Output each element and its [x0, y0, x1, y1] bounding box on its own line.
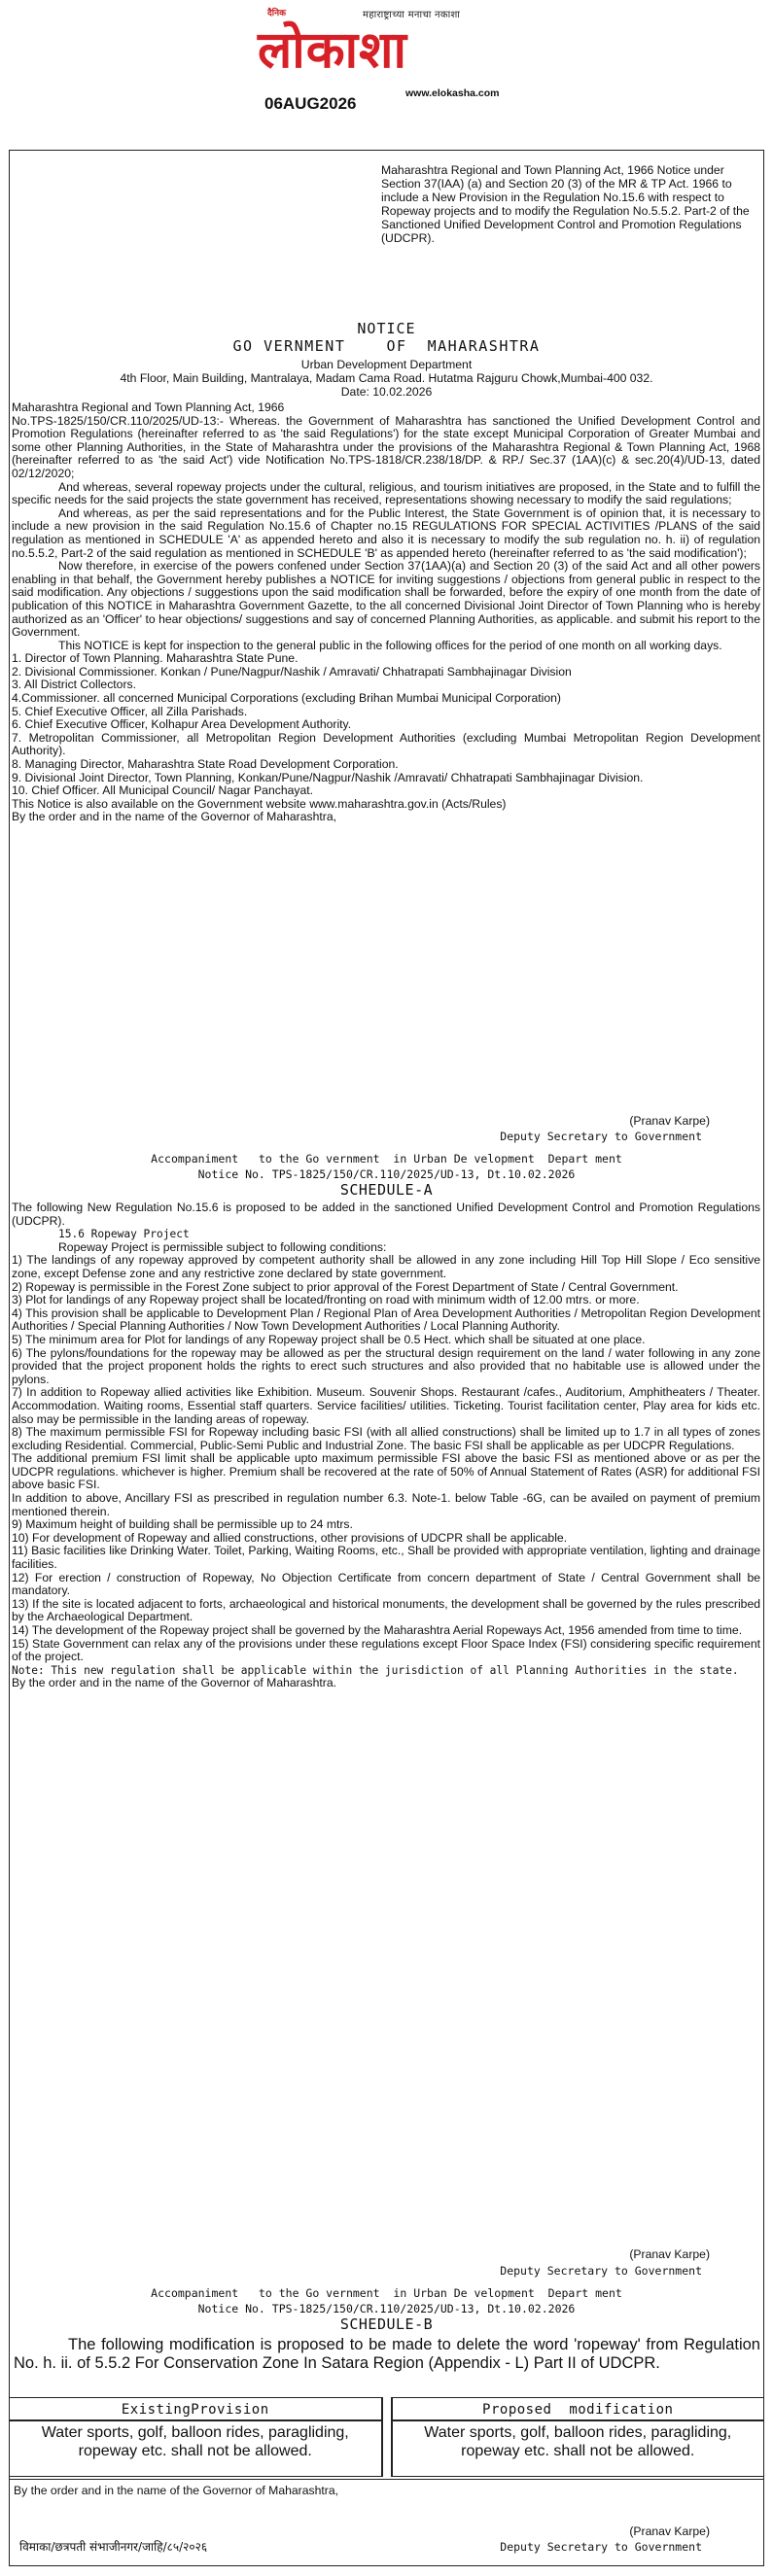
schedule-a-body	[12, 1201, 760, 1690]
office-item: 5. Chief Executive Officer, all Zilla Parishads.	[12, 704, 248, 718]
accompaniment-line-2: Notice No. TPS-1825/150/CR.110/2025/UD-13, Dt.10.02.2026	[197, 1167, 576, 1181]
condition-item: 10) For development of Ropeway and allied constructions, other provisions of UDCPR shall be applicable.	[12, 1530, 568, 1545]
table-gap	[382, 2420, 392, 2477]
schedule-a-by-order: By the order and in the name of the Governor of Maharashtra.	[12, 1676, 336, 1690]
brand-slogan: महाराष्ट्राच्या मनाचा नकाशा	[363, 10, 461, 20]
schedule-b-heading: SCHEDULE-B	[339, 2315, 434, 2333]
proposed-modification-cell: Water sports, golf, balloon rides, paragliding, ropeway etc. shall not be allowed.	[392, 2420, 765, 2477]
by-order-line: By the order and in the name of the Governor of Maharashtra,	[12, 810, 336, 824]
condition-item: 1) The landings of any ropeway approved by competent authority shall be allowed in any zone including Hill Top Hill Slope / Eco sensitive zone, except Defense zone and any restrictive zone declared by state government.	[12, 1253, 760, 1280]
signature-name: (Pranav Karpe)	[629, 1114, 710, 1128]
condition-item: In addition to above, Ancillary FSI as prescribed in regulation number 6.3. Note-1. below Table -6G, can be availed on payment of premium mentioned therein.	[12, 1491, 760, 1518]
office-list	[12, 652, 760, 798]
condition-item: 9) Maximum height of building shall be permissible up to 24 mtrs.	[12, 1517, 353, 1532]
signature-name: (Pranav Karpe)	[629, 2524, 710, 2538]
office-item: 8. Managing Director, Maharashtra State Road Development Corporation.	[12, 757, 399, 772]
act-line: Maharashtra Regional and Town Planning Act, 1966	[12, 400, 285, 414]
condition-item: 13) If the site is located adjacent to forts, archaeological and historical monuments, the development shall be governed by the rules prescribed by the Archaeological Department.	[12, 1596, 760, 1624]
condition-item: 2) Ropeway is permissible in the Forest Zone subject to prior approval of the Forest Department of State / Central Government.	[12, 1279, 679, 1294]
office-item: 1. Director of Town Planning. Maharashtra State Pune.	[12, 651, 299, 666]
condition-item: 8) The maximum permissible FSI for Ropeway including basic FSI (with all allied constructions) shall be limited up to 1.7 in all types of zones excluding Residential. Commercial, Public-Semi Public and Industrial Zone. The basic FSI shall be applicable as per UDCPR Regulations.	[12, 1425, 760, 1452]
signature-name: (Pranav Karpe)	[629, 2247, 710, 2261]
schedule-a-lead: Ropeway Project is permissible subject to following conditions:	[58, 1239, 387, 1254]
body-paragraph-2: And whereas, several ropeway projects under the cultural, religious, and tourism initiatives are proposed, in the State and to fulfill the specific needs for the said projects the state government has received, representations showing necessary to modify the said regulations;	[12, 479, 760, 507]
department-line: Urban Development Department	[300, 358, 473, 371]
schedule-b-text: The following modification is proposed to be made to delete the word 'ropeway' from Regulation No. h. ii. of 5.5.2 For Conservation Zone In Satara Region (Appendix - L) Part II of UDCPR.	[14, 2336, 760, 2372]
body-paragraph-4: Now therefore, in exercise of the powers confened under Section 37(1AA)(a) and Section 20 (3) of the said Act and all other powers enabling in that behalf, the Government hereby publishes a NOTICE for inviting suggestions / objections from general public in respect to the said modification. Any objections / suggestions upon the said modification shall be forwarded, before the expiry of one month from the date of publication of this NOTICE in Maharashtra Government Gazette, to the all concerned Divisional Joint Director of Town Planning who is hereby authorized as an 'Officer' to hear objections/ suggestions and say of concerned Planning Authorities, as applicable. and submit his report to the Government.	[12, 559, 760, 640]
website-line: This Notice is also available on the Government website www.maharashtra.gov.in (Acts/Rules)	[12, 796, 507, 811]
table-header-proposed: Proposed modification	[392, 2397, 765, 2420]
table-header-row	[9, 2397, 764, 2420]
office-item: 2. Divisional Commissioner. Konkan / Pune/Nagpur/Nashik / Amravati/ Chhatrapati Sambhajinagar Division	[12, 664, 572, 679]
footer-by-order: By the order and in the name of the Governor of Maharashtra,	[14, 2484, 338, 2497]
accompaniment-line-1: Accompaniment to the Go vernment in Urban De velopment Depart ment	[151, 2286, 622, 2300]
masthead	[0, 0, 773, 136]
signature-title: Deputy Secretary to Government	[500, 2540, 702, 2554]
accompaniment-line-2: Notice No. TPS-1825/150/CR.110/2025/UD-13, Dt.10.02.2026	[197, 2302, 576, 2315]
table-row	[9, 2420, 764, 2477]
notice-body	[12, 401, 760, 824]
existing-provision-cell: Water sports, golf, balloon rides, paragliding, ropeway etc. shall not be allowed.	[9, 2420, 382, 2477]
signature-title: Deputy Secretary to Government	[500, 2264, 702, 2278]
footer-divider	[9, 2479, 764, 2480]
brand-tag: दैनिक	[267, 9, 287, 18]
government-title: GO VERNMENT OF MAHARASHTRA	[232, 337, 541, 355]
schedule-a-heading: SCHEDULE-A	[339, 1181, 434, 1199]
schedule-a-intro: The following New Regulation No.15.6 is proposed to be added in the sanctioned Unified Development Control and Promotion Regulations (UDCPR).	[12, 1201, 760, 1228]
body-paragraph-1: No.TPS-1825/150/CR.110/2025/UD-13:- Whereas. the Government of Maharashtra has sanctioned the Unified Development Control and Promotion Regulations (hereinafter referred to as 'the said Regulations') for the state except Municipal Corporation of Greater Mumbai and some other Planning Authorities, in the State of Maharashtra under the provisions of the Maharashtra Regional & Town Planning Act, 1968 (hereinafter referred to as 'the said Act') vide Notification No.TPS-1818/CR.238/18/DP. & RP./ Sec.37 (1AA)(c) & sec.20(4)/UD-13, dated 02/12/2020;	[12, 413, 760, 480]
office-item: 6. Chief Executive Officer, Kolhapur Area Development Authority.	[12, 717, 352, 732]
body-paragraph-3: And whereas, as per the said representations and for the Public Interest, the State Government is of opinion that, it is necessary to include a new provision in the said Regulation No.15.6 of Chapter no.15 REGULATIONS FOR SPECIAL ACTIVITIES /PLANS of the said regulation as mentioned in SCHEDULE 'A' as appended hereto and also it is necessary to modify the sub regulation no. h. ii) of regulation no.5.5.2, Part-2 of the said regulation as mentioned in SCHEDULE 'B' as appended hereto (hereinafter referred to as 'the said modification');	[12, 505, 760, 560]
condition-item: 11) Basic facilities like Drinking Water. Toilet, Parking, Waiting Rooms, etc., Shall be provided with appropriate ventilation, lighting and drainage facilities.	[12, 1544, 760, 1572]
office-item: 3. All District Collectors.	[12, 678, 136, 692]
condition-item: 15) State Government can relax any of the provisions under these regulations except Floor Space Index (FSI) considering specific requirement of the project.	[12, 1636, 760, 1664]
address-line: 4th Floor, Main Building, Mantralaya, Madam Cama Road. Hutatma Rajguru Chowk,Mumbai-400 032.	[120, 371, 653, 385]
condition-item: 3) Plot for landings of any Ropeway project shall be located/fronting on road with minimum width of 12.00 mtrs. or more.	[12, 1293, 640, 1307]
table-header-existing: ExistingProvision	[9, 2397, 382, 2420]
brand-url[interactable]: www.elokasha.com	[405, 87, 500, 99]
office-item: 4.Commissioner. all concerned Municipal Corporations (excluding Brihan Mumbai Municipal Corporation)	[12, 691, 561, 706]
brand-logo	[248, 4, 540, 99]
condition-item: 6) The pylons/foundations for the ropeway may be allowed as per the structural design requirement on the land / water following in any zone provided that the project proponent holds the rights to erect such structures and also provided that no habitable use is allowed under the pylons.	[12, 1345, 760, 1386]
office-item: 7. Metropolitan Commissioner, all Metropolitan Region Development Authorities (excluding Mumbai Metropolitan Region Development Authority).	[12, 730, 760, 758]
notice-date: Date: 10.02.2026	[340, 385, 433, 399]
schedule-a-note: Note: This new regulation shall be applicable within the jurisdiction of all Planning Authorities in the state.	[12, 1663, 739, 1677]
notice-title: NOTICE	[357, 320, 416, 337]
condition-item: 4) This provision shall be applicable to Development Plan / Regional Plan of Area Development Authorities / Metropolitan Region Development Authorities / Special Planning Authorities / Now Town Development Authorities / Local Planning Authority.	[12, 1305, 760, 1334]
condition-item: 7) In addition to Ropeway allied activities like Exhibition. Museum. Souvenir Shops. Restaurant /cafes., Auditorium, Amphitheaters / Theater. Accommodation. Waiting rooms, Essential staff quarters. Service facilities/ utilities. Ticketing. Tourist facilitation center, Play area for kids etc. also may be permissible in the landing areas of ropeway.	[12, 1385, 760, 1426]
office-item: 10. Chief Officer. All Municipal Council/ Nagar Panchayat.	[12, 783, 314, 798]
signature-title: Deputy Secretary to Government	[500, 1130, 702, 1143]
condition-item: 5) The minimum area for Plot for landings of any Ropeway project shall be 0.5 Hect. which shall be situated at one place.	[12, 1332, 646, 1346]
condition-item: 14) The development of the Ropeway project shall be governed by the Maharashtra Aerial Ropeways Act, 1956 amended from time to time.	[12, 1623, 743, 1637]
edition-date: 06AUG2026	[264, 94, 357, 113]
table-gap	[382, 2397, 392, 2420]
brand-name: लोकाशा	[258, 21, 407, 80]
condition-item: 12) For erection / construction of Ropeway, No Objection Certificate from concern department of State / Central Government shall be mandatory.	[12, 1570, 760, 1598]
schedule-a-subheading: 15.6 Ropeway Project	[58, 1228, 190, 1241]
provision-table	[9, 2397, 764, 2477]
accompaniment-line-1: Accompaniment to the Go vernment in Urban De velopment Depart ment	[151, 1152, 622, 1166]
condition-item: The additional premium FSI limit shall be applicable upto maximum permissible FSI above the basic FSI as mentioned above or as per the UDCPR regulations. whichever is higher. Premium shall be recovered at the rate of 50% of Annual Statement of Rates (ASR) for additional FSI above basic FSI.	[12, 1451, 760, 1492]
office-item: 9. Divisional Joint Director, Town Planning, Konkan/Pune/Nagpur/Nashik /Amravati/ Chhatrapati Sambhajinagar Division.	[12, 770, 644, 784]
preamble-text: Maharashtra Regional and Town Planning Act, 1966 Notice under Section 37(IAA) (a) and Section 20 (3) of the MR & TP Act. 1966 to include a New Provision in the Regulation No.15.6 with respect to Ropeway projects and to modify the Regulation No.5.5.2. Part-2 of the Sanctioned Unified Development Control and Promotion Regulations (UDCPR).	[381, 163, 750, 245]
body-paragraph-5: This NOTICE is kept for inspection to the general public in the following offices for the period of one month on all working days.	[58, 638, 722, 652]
footer-reference: विमाका/छत्रपती संभाजीनगर/जाहि/८५/२०२६	[19, 2540, 208, 2554]
